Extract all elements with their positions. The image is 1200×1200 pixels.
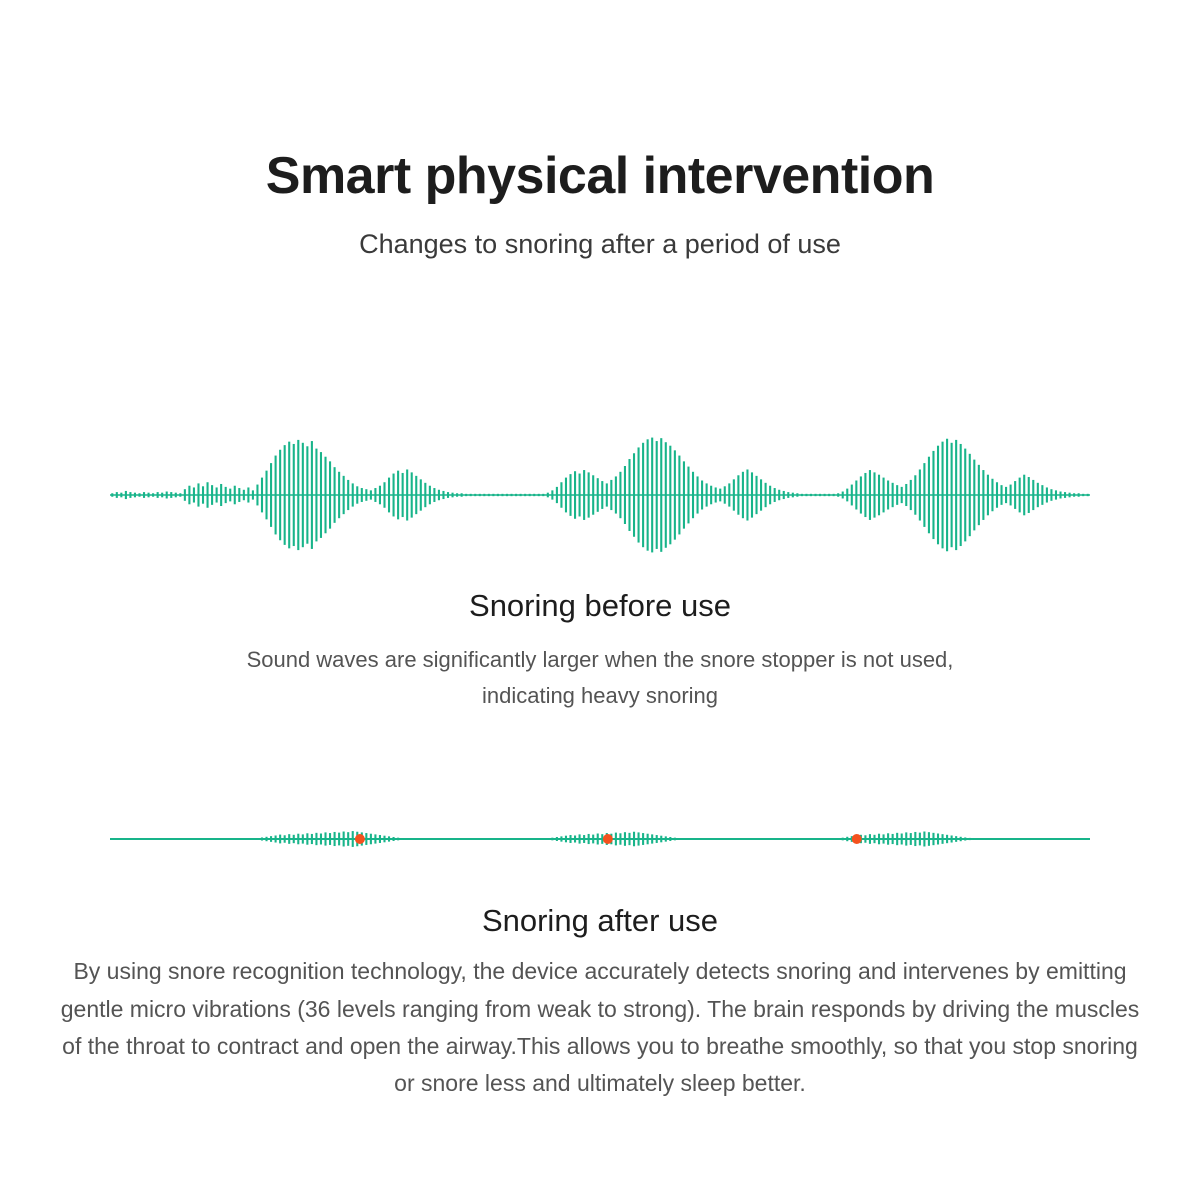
intervention-marker bbox=[355, 834, 365, 844]
after-section-title: Snoring after use bbox=[481, 903, 719, 939]
page-subtitle: Changes to snoring after a period of use bbox=[359, 229, 841, 260]
page-title: Smart physical intervention bbox=[265, 147, 935, 205]
after-section-description: By using snore recognition technology, the device accurately detects snoring and intervenes by emitting gentle micro vibrations (36 levels ranging from weak to strong). The brain responds by driving the muscles of the throat to contract and open the airway.This allows you to breathe smoothly, so that you stop snoring or snore less and ultimately sleep better. bbox=[60, 958, 1140, 1097]
intervention-marker bbox=[603, 834, 613, 844]
waveform-after bbox=[110, 809, 1090, 869]
waveform-before-svg bbox=[110, 430, 1090, 560]
before-section-title: Snoring before use bbox=[469, 588, 731, 624]
intervention-marker bbox=[852, 834, 862, 844]
before-section bbox=[0, 430, 1200, 713]
waveform-after-svg bbox=[110, 809, 1090, 869]
before-section-description: Sound waves are significantly larger when the snore stopper is not used, indicating heavy snoring bbox=[246, 647, 954, 708]
after-section bbox=[0, 809, 1200, 1102]
waveform-before bbox=[110, 430, 1090, 560]
